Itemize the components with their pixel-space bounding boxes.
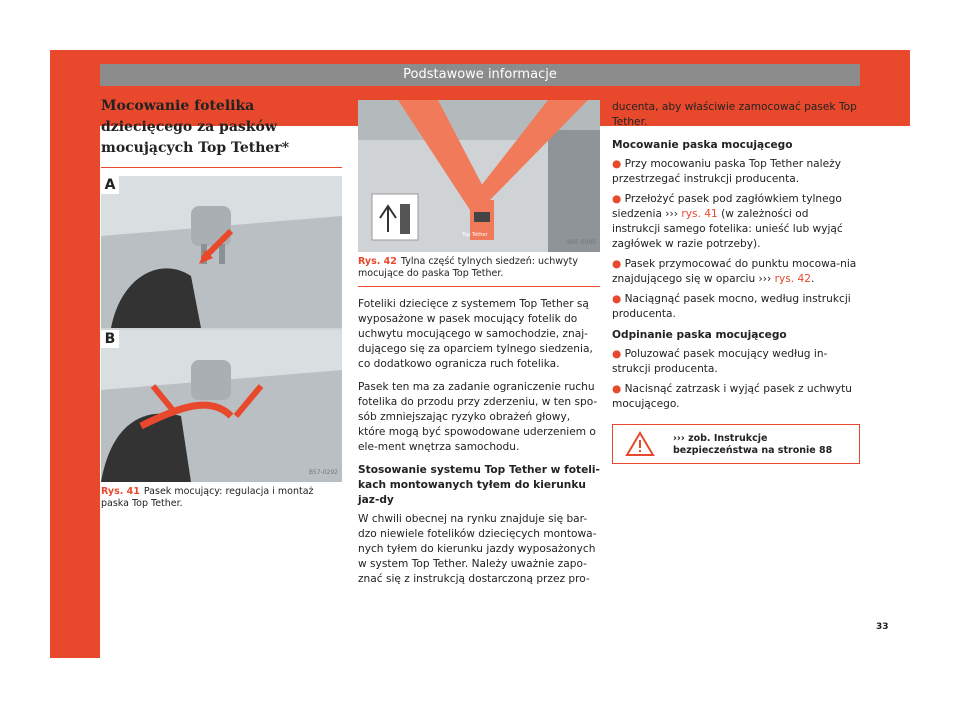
subheading: Odpinanie paska mocującego [612, 329, 787, 341]
caption-text: Pasek mocujący: regulacja i montaż paska Top Tether. [101, 486, 314, 509]
image-code: B57-0292 [308, 469, 338, 476]
bullet-icon: ● [612, 293, 625, 305]
caption-number: Rys. 42 [358, 256, 397, 267]
panel-label-a: A [101, 176, 119, 194]
subheading: Stosowanie systemu Top Tether w foteli-kach montowanych tyłem do kierunku jaz-dy [358, 464, 600, 506]
left-column [101, 96, 342, 510]
paragraph: ducenta, aby właściwie zamocować pasek Top Tether. [612, 101, 857, 128]
list-item: ● Nacisnąć zatrzask i wyjąć pasek z uchwytu mocującego. [612, 383, 852, 410]
middle-column [358, 100, 600, 595]
warning-box[interactable] [612, 424, 860, 464]
figure-caption [101, 486, 342, 510]
bullet-icon: ● [612, 193, 625, 205]
right-column [612, 100, 860, 464]
list-item: ● Przy mocowaniu paska Top Tether należy przestrzegać instrukcji producenta. [612, 158, 841, 185]
figure-41 [101, 176, 342, 482]
caption-text: Tylna część tylnych siedzeń: uchwyty mocujące do paska Top Tether. [358, 256, 579, 279]
caption-divider [358, 286, 600, 287]
list-item: ● Naciągnąć pasek mocno, według instrukcji producenta. [612, 293, 851, 320]
bullet-icon: ● [612, 158, 625, 170]
list-item: ● Pasek przymocować do punktu mocowa-nia znajdującego się w oparciu ››› rys. 42. [612, 258, 857, 285]
figure-caption [358, 256, 600, 280]
warning-prefix: ››› [673, 433, 685, 444]
warning-text: zob. Instrukcje bezpieczeństwa na stronie 88 [673, 433, 833, 456]
paragraph: Foteliki dziecięce z systemem Top Tether są wyposażone w pasek mocujący fotelik do uchwytu mocującego w samochodzie, znaj-dującego się za oparciem tylnego siedzenia, co dodatkowo ogranicza ruch fotelika. [358, 298, 593, 370]
list-item: ● Poluzować pasek mocujący według in-strukcji producenta. [612, 348, 828, 375]
caption-number: Rys. 41 [101, 486, 140, 497]
bullet-icon: ● [612, 383, 625, 395]
page-header: Podstawowe informacje [100, 64, 860, 86]
subheading: Mocowanie paska mocującego [612, 139, 793, 151]
section-title: Mocowanie fotelika dziecięcego za pasków mocujących Top Tether* [101, 96, 342, 168]
panel-label-b: B [101, 330, 119, 348]
strap-label: Top Tether [462, 232, 488, 238]
warning-triangle-icon [625, 431, 655, 457]
paragraph: Pasek ten ma za zadanie ograniczenie ruchu fotelika do przodu przy zderzeniu, w ten spo-sób zmniejszając ryzyko obrażeń głowy, które mogą być spowodowane uderzeniem o ele-ment wnętrza samochodu. [358, 381, 598, 453]
figure-link[interactable]: rys. 41 [681, 208, 718, 220]
image-code: B6F-0095 [567, 239, 596, 246]
page-number: 33 [876, 622, 889, 632]
figure-42 [358, 100, 600, 252]
bullet-icon: ● [612, 348, 625, 360]
figure-41-illustration [101, 176, 342, 482]
figure-link[interactable]: rys. 42 [774, 273, 811, 285]
list-item: ● Przełożyć pasek pod zagłówkiem tylnego siedzenia ››› rys. 41 (w zależności od instrukcji samego fotelika: unieść lub wyjąć zagłówek w razie potrzeby). [612, 193, 843, 250]
bullet-icon: ● [612, 258, 625, 270]
paragraph: W chwili obecnej na rynku znajduje się bar-dzo niewiele fotelików dziecięcych montowa-nych tyłem do kierunku jazdy wyposażonych w system Top Tether. Należy uważnie zapo-znać się z instrukcją dostarczoną przez pro- [358, 513, 597, 585]
